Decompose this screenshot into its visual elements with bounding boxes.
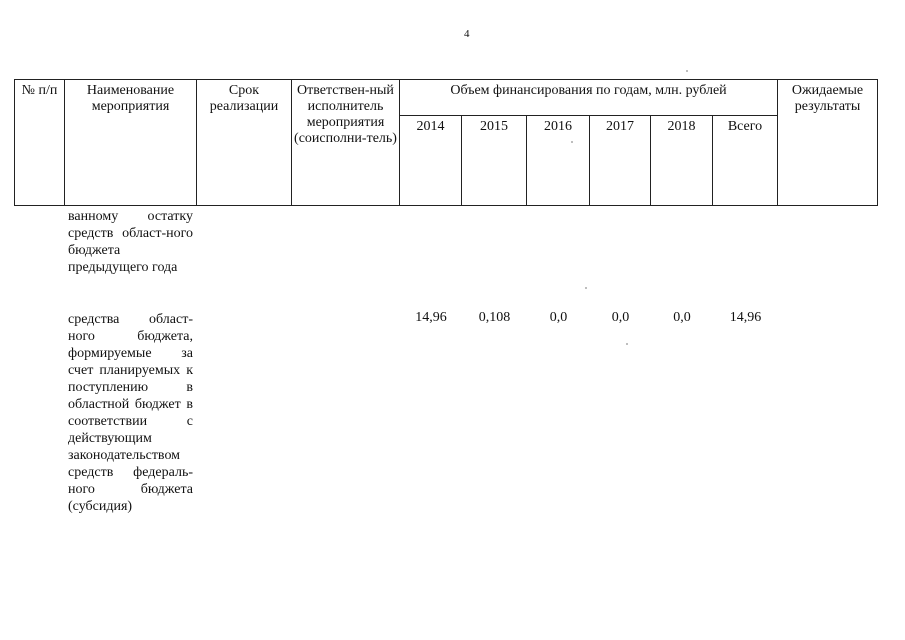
header-year-2015: 2015 [462,116,527,206]
header-year-total: Всего [713,116,778,206]
value-2016: 0,0 [549,310,568,325]
header-term: Срок реализации [197,80,292,206]
value-2014: 14,96 [415,310,447,325]
funding-table [14,79,878,206]
table-header [14,79,878,206]
row-name-1: ванному остатку средств област-ного бюджета предыдущего года [68,209,193,275]
header-responsible: Ответствен-ный исполнитель мероприятия (соисполни-тель) [292,80,400,206]
value-total: 14,96 [729,310,762,325]
scan-speck [571,141,573,143]
value-2015: 0,108 [478,310,511,325]
page-number: 4 [464,28,470,40]
header-year-2017: 2017 [590,116,651,206]
header-year-2014: 2014 [400,116,462,206]
header-year-2018: 2018 [651,116,713,206]
header-num: № п/п [15,80,65,206]
row-name-2: средства област-ного бюджета, формируемые за счет планируемых к поступлению в областной бюджет в соответствии с действующим законодательством средств федераль-ного бюджета (субсидия) [68,312,193,514]
scan-speck [626,343,628,345]
scan-speck [686,70,688,72]
value-2018: 0,0 [673,310,691,325]
header-name: Наименование мероприятия [65,80,197,206]
header-year-2016: 2016 [527,116,590,206]
scan-speck [585,287,587,289]
header-funding: Объем финансирования по годам, млн. рублей [400,80,778,116]
value-2017: 0,0 [611,310,630,325]
header-results: Ожидаемые результаты [778,80,878,206]
